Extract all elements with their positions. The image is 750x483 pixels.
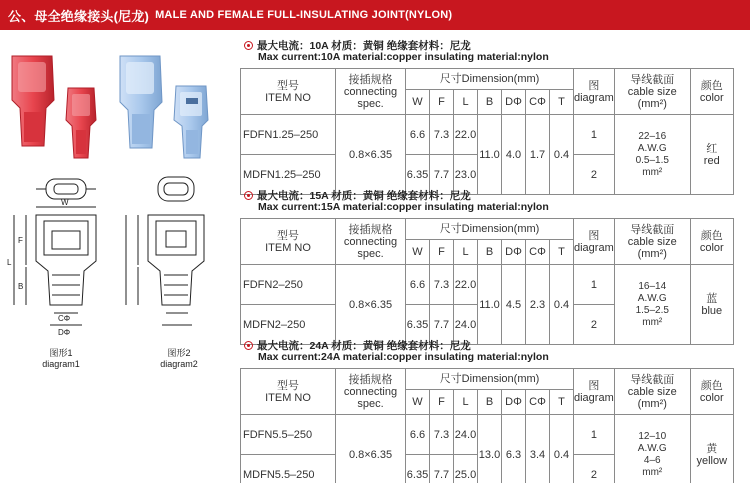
header-item [241, 219, 336, 265]
row-l: 24.0 [454, 305, 478, 345]
header-diagram-cn: 图 [588, 229, 600, 242]
row-f: 7.3 [430, 115, 454, 155]
header-w: W [406, 90, 430, 115]
header-cable-en: cable size [627, 85, 677, 98]
row-color [690, 115, 733, 195]
header-diagram-cn: 图 [588, 79, 600, 92]
row-diagram: 2 [574, 455, 615, 483]
section-line-cn: 最大电流：10A 材质：黄铜 绝缘套材料：尼龙 [257, 40, 471, 52]
header-t: T [550, 390, 574, 415]
cable-mm-unit: mm² [642, 166, 663, 178]
table-row [241, 115, 734, 155]
header-l: L [454, 90, 478, 115]
header-spec-cn: 接插规格 [348, 223, 393, 236]
dim-w-1: W [61, 198, 69, 207]
row-cable [614, 115, 690, 195]
table-row [241, 415, 734, 455]
row-t: 0.4 [550, 265, 574, 345]
header-diagram [574, 369, 615, 415]
header-color-en: color [699, 391, 724, 404]
row-cable [614, 415, 690, 483]
cable-mm-range: 1.5–2.5 [635, 304, 669, 316]
header-cable-cn: 导线截面 [630, 373, 675, 386]
row-f: 7.7 [430, 155, 454, 195]
header-l: L [454, 390, 478, 415]
section-header [244, 190, 750, 213]
header-spec [336, 369, 406, 415]
row-diagram: 1 [574, 115, 615, 155]
row-item: MDFN1.25–250 [241, 155, 336, 195]
header-f: F [430, 90, 454, 115]
header-diagram [574, 219, 615, 265]
section-header [244, 340, 750, 363]
header-cable [614, 369, 690, 415]
row-w: 6.6 [406, 115, 430, 155]
cable-awg: A.W.G [637, 442, 667, 454]
diagram-2-caption-cn: 图形2 [167, 348, 191, 358]
header-cable-unit: (mm²) [637, 247, 667, 260]
diagram-1-caption-cn: 图形1 [49, 348, 73, 358]
cable-mm-range: 4–6 [643, 454, 661, 466]
header-dimension: 尺寸Dimension(mm) [406, 69, 574, 90]
header-d: DΦ [502, 390, 526, 415]
header-diagram-en: diagram [574, 91, 614, 104]
cable-awg-range: 22–16 [638, 130, 667, 142]
color-en: yellow [696, 454, 728, 467]
header-b: B [478, 240, 502, 265]
diagram-1-caption-en: diagram1 [42, 359, 80, 369]
section-line-cn: 最大电流：15A 材质：黄铜 绝缘套材料：尼龙 [257, 190, 471, 202]
red-connector-photo [8, 50, 108, 170]
row-w: 6.35 [406, 155, 430, 195]
left-panel [0, 30, 240, 483]
section-line-en: Max current:10A material:copper insulating material:nylon [258, 51, 549, 63]
diagram-2-caption [154, 348, 204, 370]
header-diagram-cn: 图 [588, 379, 600, 392]
header-dimension: 尺寸Dimension(mm) [406, 219, 574, 240]
title-cn: 公、母全绝缘接头(尼龙) [8, 8, 150, 24]
header-cable-unit: (mm²) [637, 397, 667, 410]
bullet-icon [244, 341, 253, 350]
header-diagram [574, 69, 615, 115]
header-spec-cn: 接插规格 [348, 373, 393, 386]
row-l: 25.0 [454, 455, 478, 483]
row-diagram: 1 [574, 415, 615, 455]
row-f: 7.7 [430, 455, 454, 483]
row-spec: 0.8×6.35 [336, 265, 406, 345]
spec-table [240, 368, 734, 483]
row-l: 23.0 [454, 155, 478, 195]
header-spec-cn: 接插规格 [348, 73, 393, 86]
row-c: 2.3 [526, 265, 550, 345]
header-l: L [454, 240, 478, 265]
header-t: T [550, 90, 574, 115]
header-color-cn: 颜色 [700, 79, 723, 92]
header-cable-cn: 导线截面 [630, 73, 675, 86]
row-f: 7.3 [430, 265, 454, 305]
header-item-en: ITEM NO [265, 91, 311, 104]
spec-table [240, 218, 734, 345]
header-w: W [406, 390, 430, 415]
row-f: 7.7 [430, 305, 454, 345]
header-spec-en2: spec. [357, 247, 384, 260]
header-color [690, 369, 733, 415]
row-color [690, 265, 733, 345]
header-t: T [550, 240, 574, 265]
header-diagram-en: diagram [574, 391, 614, 404]
header-color-en: color [699, 241, 724, 254]
header-item-cn: 型号 [277, 229, 299, 242]
header-spec-en2: spec. [357, 97, 384, 110]
row-spec: 0.8×6.35 [336, 415, 406, 483]
cable-awg-range: 16–14 [638, 280, 667, 292]
header-item [241, 69, 336, 115]
title-en: MALE AND FEMALE FULL-INSULATING JOINT(NYLON) [155, 9, 453, 21]
header-d: DΦ [502, 240, 526, 265]
header-cable-unit: (mm²) [637, 97, 667, 110]
diagram-1-caption [41, 348, 81, 370]
header-f: F [430, 240, 454, 265]
dim-b-1: B [18, 282, 24, 291]
row-w: 6.35 [406, 305, 430, 345]
header-item-cn: 型号 [277, 79, 299, 92]
bullet-icon [244, 191, 253, 200]
cable-awg: A.W.G [637, 292, 667, 304]
header-cable [614, 219, 690, 265]
header-color-cn: 颜色 [700, 379, 723, 392]
header-item-cn: 型号 [277, 379, 299, 392]
row-l: 24.0 [454, 415, 478, 455]
header-diagram-en: diagram [574, 241, 614, 254]
header-item [241, 369, 336, 415]
row-f: 7.3 [430, 415, 454, 455]
header-color-en: color [699, 91, 724, 104]
title-bar [0, 0, 750, 30]
row-l: 22.0 [454, 115, 478, 155]
header-cable [614, 69, 690, 115]
color-cn: 红 [706, 142, 718, 155]
dim-f-1: F [18, 236, 23, 245]
row-color [690, 415, 733, 483]
bullet-icon [244, 41, 253, 50]
cable-awg: A.W.G [637, 142, 667, 154]
row-item: MDFN5.5–250 [241, 455, 336, 483]
header-d: DΦ [502, 90, 526, 115]
header-spec-en1: connecting [343, 385, 398, 398]
row-c: 1.7 [526, 115, 550, 195]
row-d: 4.5 [502, 265, 526, 345]
header-spec-en2: spec. [357, 397, 384, 410]
row-t: 0.4 [550, 415, 574, 483]
header-color [690, 69, 733, 115]
row-w: 6.35 [406, 455, 430, 483]
header-color [690, 219, 733, 265]
section-line-en: Max current:15A material:copper insulating material:nylon [258, 201, 549, 213]
table-row [241, 265, 734, 305]
row-w: 6.6 [406, 415, 430, 455]
header-spec [336, 219, 406, 265]
header-color-cn: 颜色 [700, 229, 723, 242]
cable-mm-unit: mm² [642, 316, 663, 328]
section-header [244, 40, 750, 63]
header-item-en: ITEM NO [265, 241, 311, 254]
header-spec [336, 69, 406, 115]
header-c: CΦ [526, 390, 550, 415]
section-line-en: Max current:24A material:copper insulating material:nylon [258, 351, 549, 363]
dim-c-1: CΦ [58, 314, 71, 323]
blue-connector-photo [116, 50, 226, 170]
color-en: blue [701, 304, 723, 317]
header-cable-cn: 导线截面 [630, 223, 675, 236]
header-dimension: 尺寸Dimension(mm) [406, 369, 574, 390]
cable-mm-range: 0.5–1.5 [635, 154, 669, 166]
row-item: FDFN1.25–250 [241, 115, 336, 155]
diagram-2-drawing [118, 175, 228, 340]
row-item: FDFN5.5–250 [241, 415, 336, 455]
row-diagram: 2 [574, 155, 615, 195]
row-d: 6.3 [502, 415, 526, 483]
section-line-cn: 最大电流：24A 材质：黄铜 绝缘套材料：尼龙 [257, 340, 471, 352]
header-cable-en: cable size [627, 235, 677, 248]
row-b: 11.0 [478, 115, 502, 195]
header-w: W [406, 240, 430, 265]
header-spec-en1: connecting [343, 235, 398, 248]
header-cable-en: cable size [627, 385, 677, 398]
dim-d-1: DΦ [58, 328, 71, 337]
color-en: red [703, 154, 720, 167]
header-b: B [478, 90, 502, 115]
row-c: 3.4 [526, 415, 550, 483]
spec-table [240, 68, 734, 195]
dim-l-1: L [7, 258, 12, 267]
diagram-2-caption-en: diagram2 [160, 359, 198, 369]
row-t: 0.4 [550, 115, 574, 195]
color-cn: 蓝 [706, 292, 718, 305]
header-spec-en1: connecting [343, 85, 398, 98]
cable-awg-range: 12–10 [638, 430, 667, 442]
row-item: MDFN2–250 [241, 305, 336, 345]
color-cn: 黄 [706, 442, 718, 455]
header-item-en: ITEM NO [265, 391, 311, 404]
header-f: F [430, 390, 454, 415]
header-c: CΦ [526, 240, 550, 265]
row-diagram: 1 [574, 265, 615, 305]
row-w: 6.6 [406, 265, 430, 305]
diagram-1-drawing [6, 175, 116, 340]
header-b: B [478, 390, 502, 415]
row-b: 11.0 [478, 265, 502, 345]
row-b: 13.0 [478, 415, 502, 483]
row-spec: 0.8×6.35 [336, 115, 406, 195]
row-cable [614, 265, 690, 345]
row-l: 22.0 [454, 265, 478, 305]
row-item: FDFN2–250 [241, 265, 336, 305]
header-c: CΦ [526, 90, 550, 115]
cable-mm-unit: mm² [642, 466, 663, 478]
row-d: 4.0 [502, 115, 526, 195]
row-diagram: 2 [574, 305, 615, 345]
